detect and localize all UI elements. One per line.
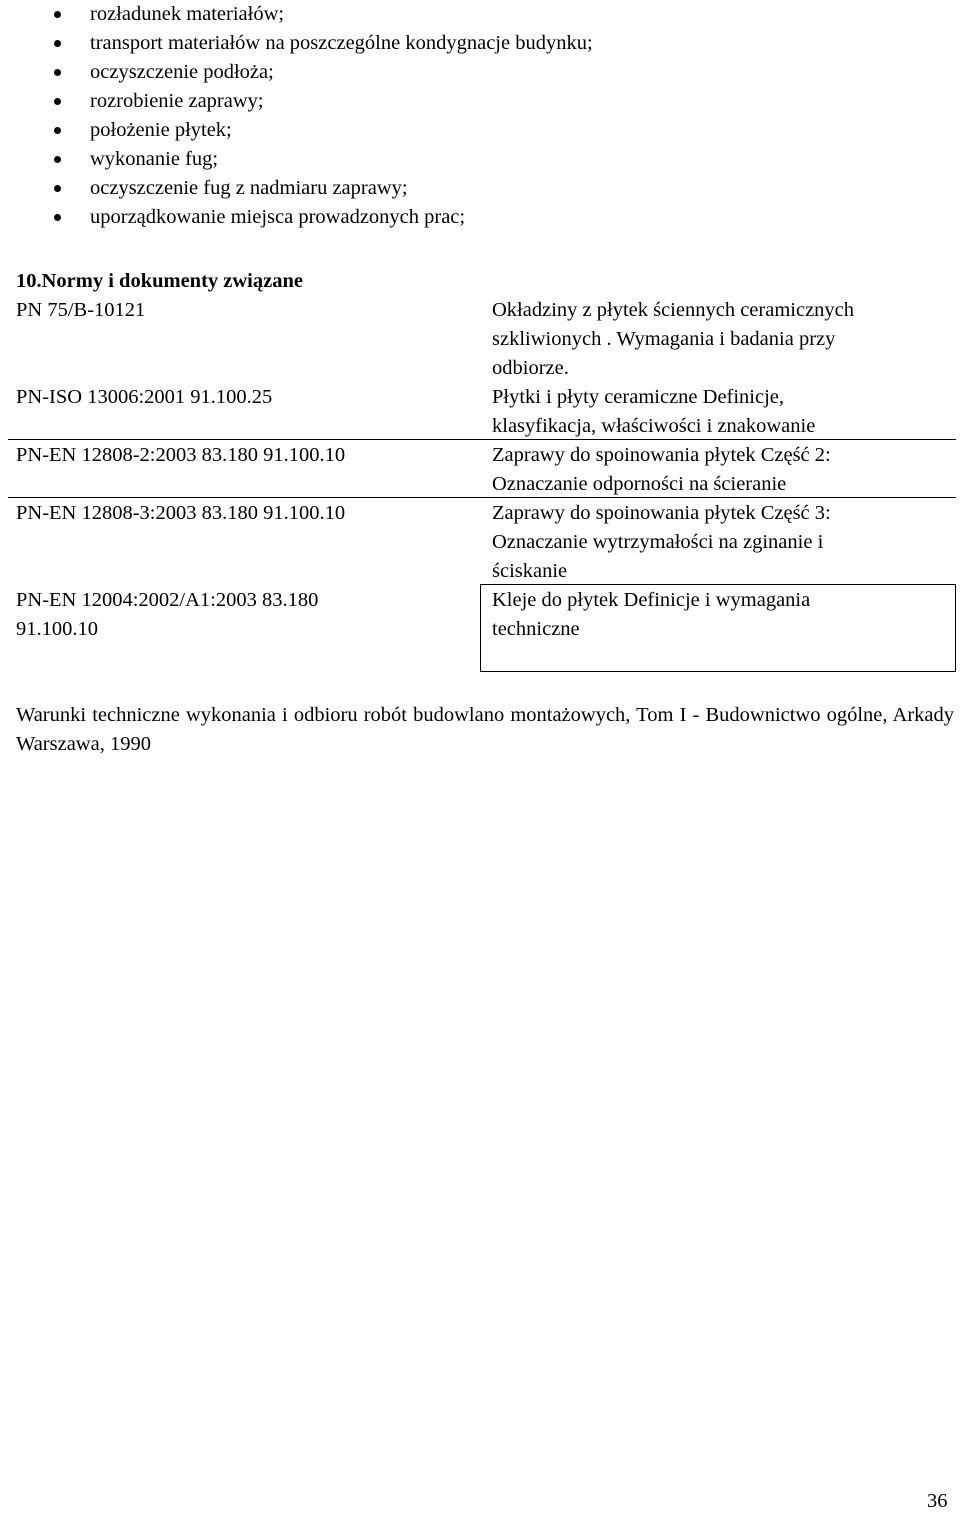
reference-text: Warunki techniczne wykonania i odbioru robót budowlano montażowych, Tom I - Budownictwo ogólne, Arkady Warszawa, 1990 xyxy=(16,704,954,755)
bullet-icon xyxy=(54,98,61,105)
table-rule xyxy=(955,584,956,672)
bullet-icon xyxy=(54,185,61,192)
standard-description: Okładziny z płytek ściennych ceramicznych szkliwionych . Wymagania i badania przy odbiorze. xyxy=(492,299,855,379)
table-rule xyxy=(480,584,481,672)
list-item: wykonanie fug; xyxy=(90,145,218,174)
table-rule xyxy=(8,439,956,440)
list-item: rozładunek materiałów; xyxy=(90,0,284,29)
page-number: 36 xyxy=(927,1490,948,1512)
standard-description: Kleje do płytek Definicje i wymagania techniczne xyxy=(492,589,811,640)
standard-description: Płytki i płyty ceramiczne Definicje, klasyfikacja, właściwości i znakowanie xyxy=(492,386,816,437)
standard-code: PN-ISO 13006:2001 91.100.25 xyxy=(16,386,273,408)
standard-description: Zaprawy do spoinowania płytek Część 2: Oznaczanie odporności na ścieranie xyxy=(492,444,831,495)
section-heading: 10.Normy i dokumenty związane xyxy=(16,270,303,292)
standard-code: PN 75/B-10121 xyxy=(16,299,146,321)
table-rule xyxy=(8,497,956,498)
bullet-icon xyxy=(54,214,61,221)
bullet-icon xyxy=(54,11,61,18)
table-rule xyxy=(480,671,956,672)
standard-code: PN-EN 12004:2002/A1:2003 83.180 91.100.10 xyxy=(16,589,319,640)
bullet-icon xyxy=(54,156,61,163)
list-item: oczyszczenie fug z nadmiaru zaprawy; xyxy=(90,174,408,203)
standard-code: PN-EN 12808-2:2003 83.180 91.100.10 xyxy=(16,444,346,466)
list-item: transport materiałów na poszczególne kondygnacje budynku; xyxy=(90,29,593,58)
standards-table xyxy=(0,296,960,676)
bullet-icon xyxy=(54,127,61,134)
list-item: oczyszczenie podłoża; xyxy=(90,58,274,87)
bullet-icon xyxy=(54,69,61,76)
standard-code: PN-EN 12808-3:2003 83.180 91.100.10 xyxy=(16,502,346,524)
bullet-icon xyxy=(54,40,61,47)
list-item: rozrobienie zaprawy; xyxy=(90,87,264,116)
list-item: uporządkowanie miejsca prowadzonych prac; xyxy=(90,203,465,232)
standard-description: Zaprawy do spoinowania płytek Część 3: Oznaczanie wytrzymałości na zginanie i ściskanie xyxy=(492,502,831,582)
table-rule xyxy=(480,584,956,585)
list-item: położenie płytek; xyxy=(90,116,232,145)
